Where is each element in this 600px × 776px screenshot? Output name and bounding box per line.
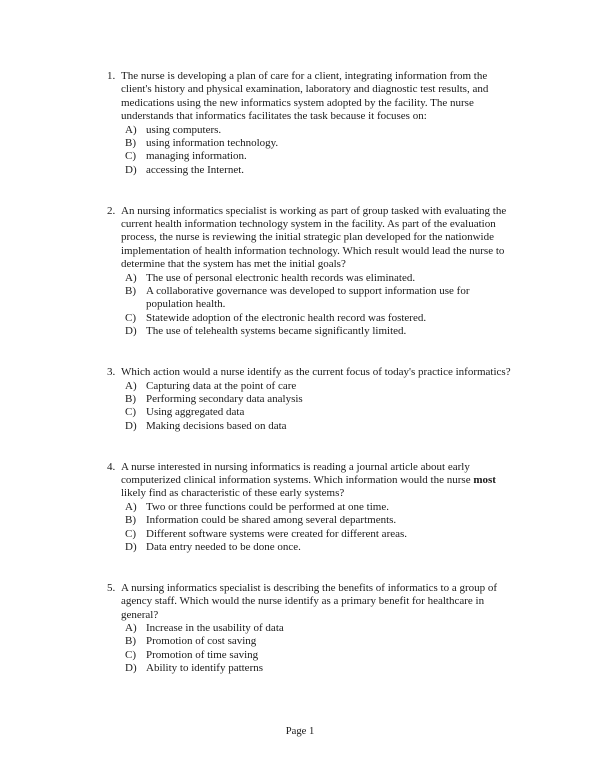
option-text-line: population health. — [146, 298, 226, 311]
option-text: Capturing data at the point of care — [146, 379, 297, 392]
option-row-b — [121, 285, 552, 312]
option-letter: D) — [125, 163, 137, 176]
option-letter: A) — [125, 500, 137, 513]
question-body — [121, 366, 552, 433]
stem-line: An nursing informatics specialist is working as part of group tasked with evaluating the — [121, 204, 507, 217]
option-row-c — [121, 406, 552, 419]
option-text: Information could be shared among several departments. — [146, 514, 397, 527]
option-row-c — [121, 528, 552, 541]
stem-line: client's history and physical examination, laboratory and diagnostic test results, and — [121, 83, 489, 96]
stem-line: agency staff. Which would the nurse identify as a primary benefit for healthcare in — [121, 595, 485, 608]
stem-line: implementation of health information technology. Which result would lead the nurse to — [121, 244, 505, 257]
option-letter: A) — [125, 621, 137, 634]
option-letter: B) — [125, 514, 136, 527]
question-body — [121, 461, 552, 555]
question-5 — [107, 582, 552, 676]
option-text: Promotion of time saving — [146, 648, 259, 661]
stem-line: Which action would a nurse identify as the current focus of today's practice informatics? — [121, 366, 511, 379]
question-number: 1. — [107, 70, 116, 82]
option-letter: C) — [125, 311, 136, 324]
stem-line-text: computerized clinical information systems. Which information would the nurse — [121, 473, 474, 486]
option-row-b — [121, 514, 552, 527]
option-letter: C) — [125, 648, 136, 661]
option-text-line: A collaborative governance was developed to support information use for — [146, 285, 470, 298]
option-letter: B) — [125, 392, 136, 405]
stem-line — [121, 474, 552, 487]
question-number: 3. — [107, 366, 116, 379]
question-2 — [107, 205, 552, 339]
option-row-a — [121, 501, 552, 514]
stem-line: general? — [121, 608, 159, 621]
option-text: Data entry needed to be done once. — [146, 540, 301, 553]
option-row-c — [121, 649, 552, 662]
stem-line: likely find as characteristic of these early systems? — [121, 487, 345, 500]
option-text: Statewide adoption of the electronic health record was fostered. — [146, 311, 427, 324]
page-number: Page 1 — [285, 726, 315, 737]
option-letter: B) — [125, 635, 136, 648]
question-3 — [107, 366, 552, 433]
option-text: using computers. — [146, 123, 222, 136]
stem-line: process, the nurse is reviewing the initial strategic plan developed for the nationwide — [121, 231, 494, 244]
option-text: using information technology. — [146, 137, 279, 150]
question-body — [121, 205, 552, 339]
stem-line: A nurse interested in nursing informatics is reading a journal article about early — [121, 460, 470, 473]
question-4 — [107, 461, 552, 555]
option-letter: D) — [125, 540, 137, 553]
option-text: Different software systems were created for different areas. — [146, 527, 408, 540]
option-row-a — [121, 124, 552, 137]
option-letter: A) — [125, 271, 137, 284]
option-text: The use of personal electronic health records was eliminated. — [146, 271, 416, 284]
option-letter: D) — [125, 325, 137, 338]
option-row-d — [121, 164, 552, 177]
option-letter: D) — [125, 419, 137, 432]
option-letter: C) — [125, 527, 136, 540]
option-text: Ability to identify patterns — [146, 662, 264, 675]
stem-line: The nurse is developing a plan of care for a client, integrating information from the — [121, 70, 488, 82]
option-text: Two or three functions could be performed at one time. — [146, 500, 389, 513]
option-text: Increase in the usability of data — [146, 621, 284, 634]
stem-line: medications using the new informatics system adopted by the facility. The nurse — [121, 96, 474, 109]
question-number: 2. — [107, 204, 116, 217]
option-row-d — [121, 325, 552, 338]
option-letter: C) — [125, 150, 136, 163]
option-text — [146, 285, 552, 312]
option-letter: C) — [125, 406, 136, 419]
option-letter: A) — [125, 379, 137, 392]
stem-line: understands that informatics facilitates the task because it focuses on: — [121, 110, 427, 123]
question-number: 5. — [107, 581, 116, 594]
option-letter: B) — [125, 137, 136, 150]
question-number: 4. — [107, 460, 116, 473]
option-text: Promotion of cost saving — [146, 635, 257, 648]
option-row-b — [121, 393, 552, 406]
stem-bold-word: most — [473, 473, 496, 486]
stem-line: A nursing informatics specialist is describing the benefits of informatics to a group of — [121, 581, 498, 594]
stem-line: current health information technology system in the facility. As part of the evaluation — [121, 218, 496, 231]
option-text: accessing the Internet. — [146, 163, 245, 176]
option-text: The use of telehealth systems became significantly limited. — [146, 325, 407, 338]
option-text: Making decisions based on data — [146, 419, 287, 432]
question-1 — [107, 70, 552, 177]
question-body — [121, 70, 552, 177]
option-text: Using aggregated data — [146, 406, 245, 419]
stem-line: determine that the system has met the initial goals? — [121, 258, 346, 271]
option-text: managing information. — [146, 150, 247, 163]
option-row-a — [121, 622, 552, 635]
option-row-c — [121, 312, 552, 325]
option-row-b — [121, 137, 552, 150]
option-row-d — [121, 541, 552, 554]
option-row-d — [121, 420, 552, 433]
question-list — [107, 70, 552, 703]
option-row-d — [121, 662, 552, 675]
option-letter: A) — [125, 123, 137, 136]
option-text: Performing secondary data analysis — [146, 392, 303, 405]
option-row-c — [121, 150, 552, 163]
option-letter: D) — [125, 662, 137, 675]
option-letter: B) — [125, 285, 136, 298]
question-body — [121, 582, 552, 676]
option-row-a — [121, 272, 552, 285]
option-row-b — [121, 635, 552, 648]
option-row-a — [121, 380, 552, 393]
